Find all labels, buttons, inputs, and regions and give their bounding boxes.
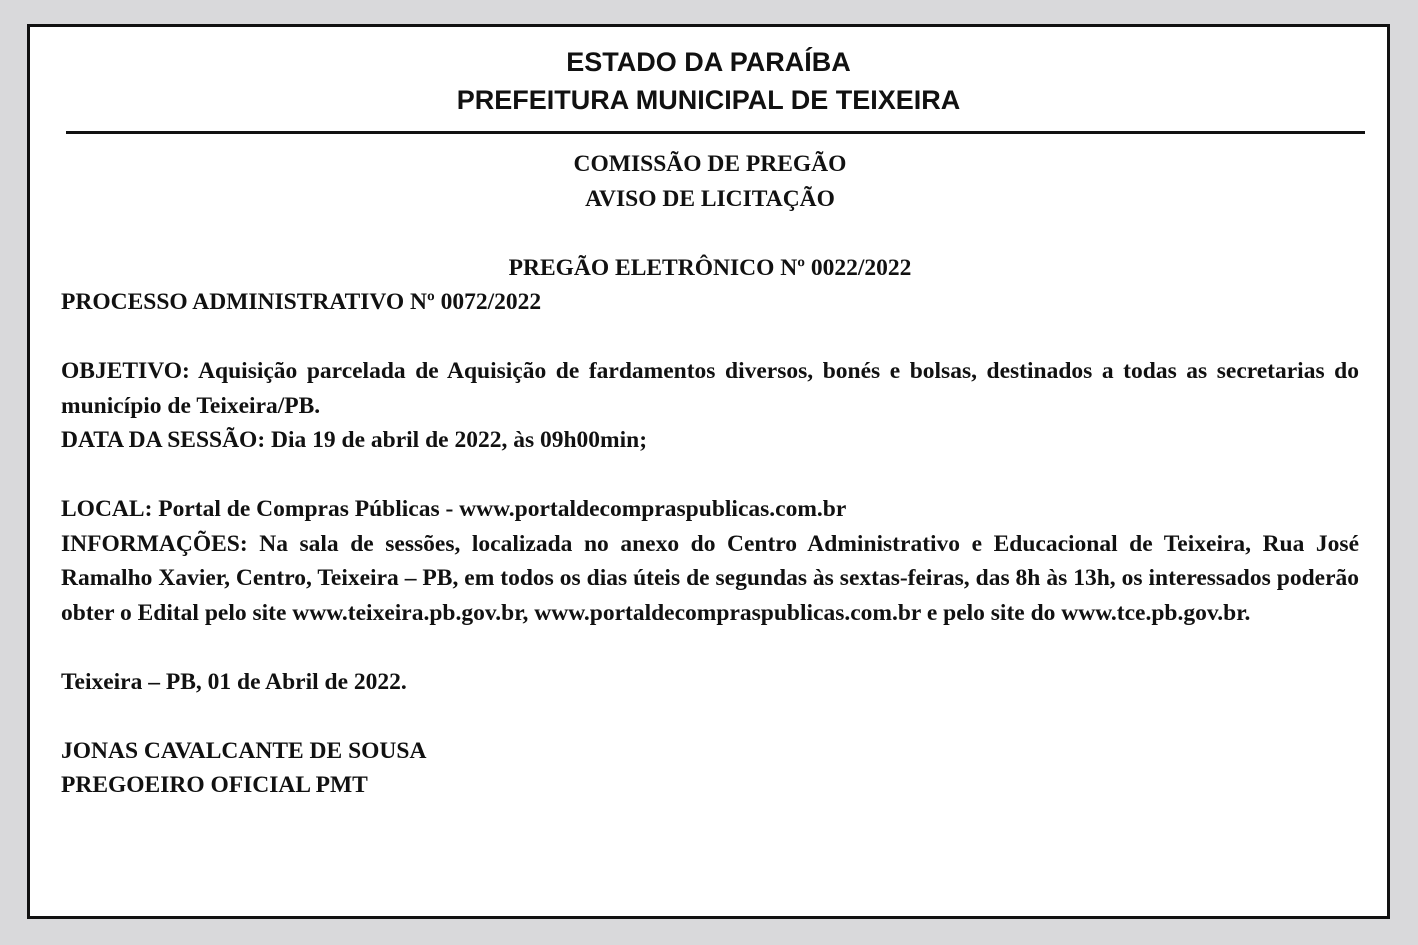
place-date: Teixeira – PB, 01 de Abril de 2022. bbox=[61, 668, 407, 695]
signer-role: PREGOEIRO OFICIAL PMT bbox=[61, 772, 368, 798]
objective-paragraph: OBJETIVO: Aquisição parcelada de Aquisição de fardamentos diversos, bonés e bolsas, destinados a todas as secretarias do município de Teixeira/PB. bbox=[61, 358, 1359, 419]
spacer bbox=[61, 320, 1359, 355]
commission-title: COMISSÃO DE PREGÃO bbox=[573, 151, 847, 177]
information-paragraph: INFORMAÇÕES: Na sala de sessões, localizada no anexo do Centro Administrativo e Educacional de Teixeira, Rua José Ramalho Xavier, Centro, Teixeira – PB, em todos os dias úteis de segundas às sextas-feiras, das 8h às 13h, os interessados poderão obter o Edital pelo site www.teixeira.pb.gov.br, www.portaldecompraspublicas.com.br e pelo site do www.tce.pb.gov.br. bbox=[61, 530, 1359, 626]
notice-frame bbox=[27, 24, 1390, 919]
header bbox=[30, 43, 1387, 119]
spacer bbox=[61, 699, 1359, 734]
auction-number: PREGÃO ELETRÔNICO Nº 0022/2022 bbox=[508, 254, 912, 281]
city-hall-title: PREFEITURA MUNICIPAL DE TEIXEIRA bbox=[456, 85, 961, 115]
spacer bbox=[61, 630, 1359, 665]
header-divider bbox=[66, 131, 1365, 134]
notice-body bbox=[61, 147, 1359, 803]
signer-name: JONAS CAVALCANTE DE SOUSA bbox=[61, 737, 427, 764]
session-date: DATA DA SESSÃO: Dia 19 de abril de 2022, às 09h00min; bbox=[61, 427, 648, 453]
spacer bbox=[61, 216, 1359, 251]
notice-type-title: AVISO DE LICITAÇÃO bbox=[585, 185, 835, 212]
process-number: PROCESSO ADMINISTRATIVO Nº 0072/2022 bbox=[61, 289, 542, 315]
spacer bbox=[61, 458, 1359, 493]
state-title: ESTADO DA PARAÍBA bbox=[566, 47, 851, 77]
location: LOCAL: Portal de Compras Públicas - www.portaldecompraspublicas.com.br bbox=[61, 496, 847, 522]
